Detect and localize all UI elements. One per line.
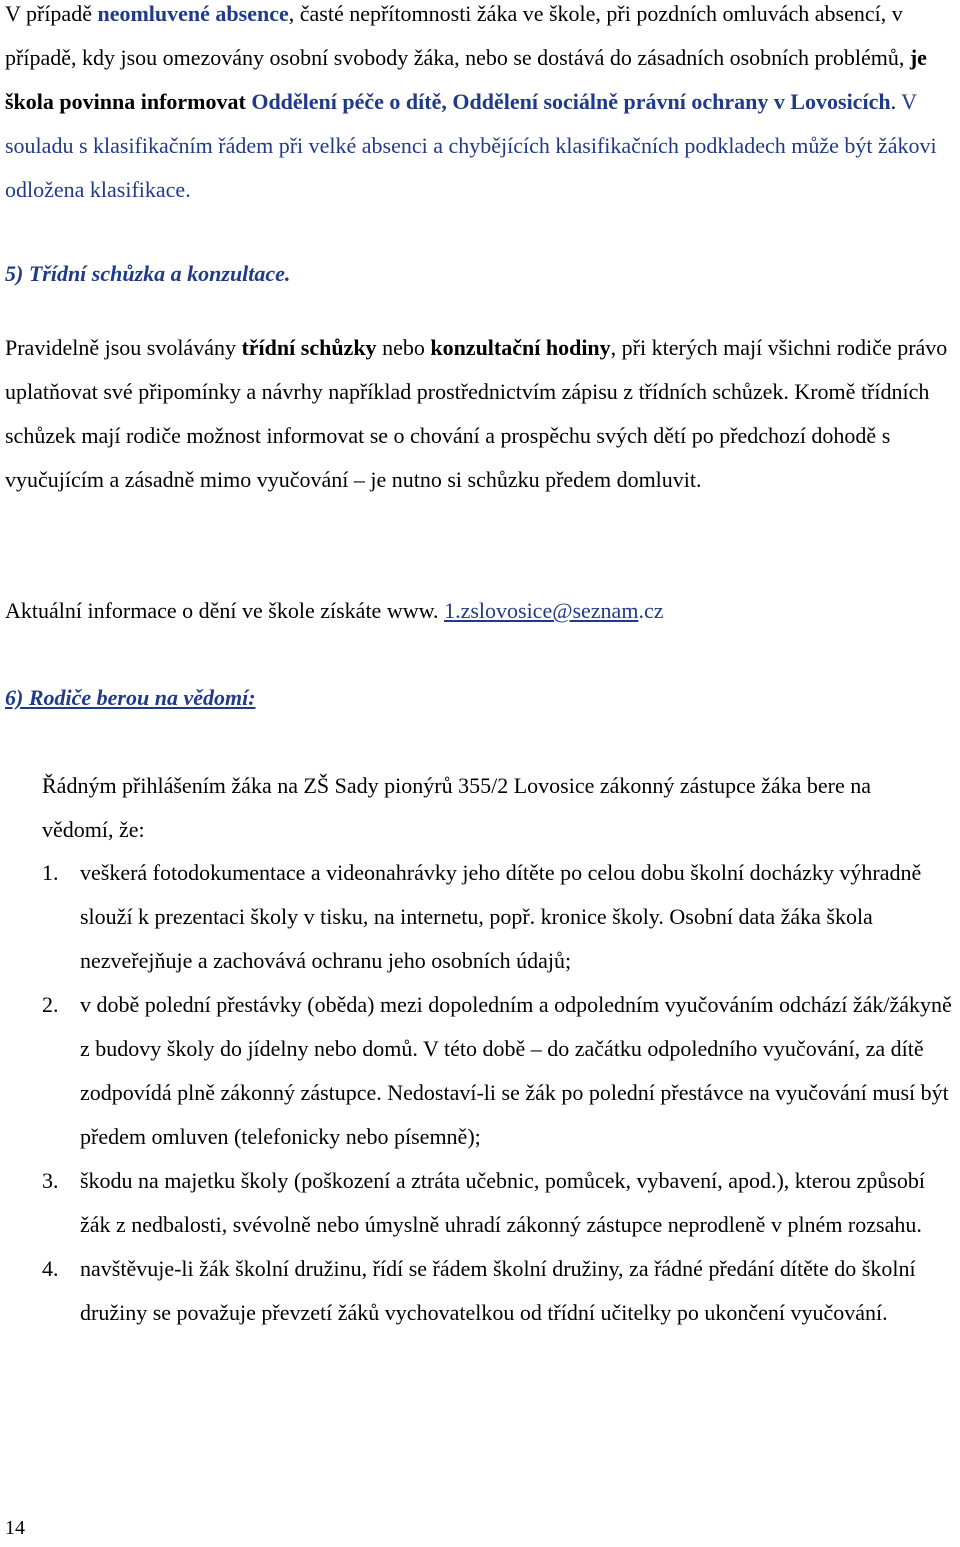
list-number: 2. [42, 992, 59, 1017]
list-item-text: veškerá fotodokumentace a videonahrávky jeho dítěte po celou dobu školní docházky výhradně slouží k prezentaci školy v tisku, na internetu, popř. kronice školy. Osobní data žáka škola nezveřejňuje a zachovává ochranu jeho osobních údajů; [80, 860, 922, 973]
text-span: nebo [376, 335, 431, 360]
list-item-text: navštěvuje-li žák školní družinu, řídí se řádem školní družiny, za řádné předání dítěte do školní družiny se považuje převzetí žáků vychovatelkou od třídní učitelky po ukončení vyučování. [80, 1256, 916, 1325]
paragraph-intro [42, 764, 942, 852]
info-text [5, 589, 955, 633]
list-item [0, 851, 955, 983]
text-span: Pravidelně jsou svolávány [5, 335, 242, 360]
text-span: Aktuální informace o dění ve škole získáte www. [5, 598, 445, 623]
list-item-text: v době polední přestávky (oběda) mezi dopoledním a odpoledním vyučováním odchází žák/žákyně z budovy školy do jídelny nebo domů. V této době – do začátku odpoledního vyučování, za dítě zodpovídá plně zákonný zástupce. Nedostaví-li se žák po polední přestávce na vyučování musí být předem omluven (telefonicky nebo písemně); [80, 992, 952, 1149]
acknowledgement-list [0, 851, 955, 1335]
paragraph-meetings [5, 326, 955, 502]
text-span: V případě [5, 1, 98, 26]
absence-text [5, 0, 960, 212]
text-span: , při kterých mají všichni rodiče právo uplatňovat své připomínky a návrhy například prostřednictvím zápisu z třídních schůzek. Kromě třídních schůzek mají rodiče možnost informovat se o chování a prospěchu svých dětí po předchozí dohodě s vyučujícím a zásadně mimo vyučování – je nutno si schůzku předem domluvit. [5, 335, 948, 492]
text-span: .cz [638, 598, 664, 623]
list-item-text: škodu na majetku školy (poškození a ztráta učebnic, pomůcek, vybavení, apod.), kterou způsobí žák z nedbalosti, svévolně nebo úmyslně uhradí zákonný zástupce neprodleně v plném rozsahu. [80, 1168, 925, 1237]
paragraph-info [5, 589, 955, 633]
list-item [0, 983, 955, 1159]
email-link[interactable]: 1.zslovosice@seznam [444, 598, 639, 623]
list-number: 3. [42, 1168, 59, 1193]
bold-term: neomluvené absence [97, 1, 289, 26]
page-number: 14 [5, 1517, 25, 1539]
section-heading-6 [5, 676, 955, 720]
list-number: 1. [42, 860, 59, 885]
text-span: V souladu s klasifikačním řádem při velké absenci a chybějících klasifikačních podkladech může být žákovi odložena klasifikace. [5, 89, 937, 202]
heading-text: 5) Třídní schůzka a konzultace. [5, 261, 291, 286]
bold-term: třídní schůzky [241, 335, 377, 360]
list-number: 4. [42, 1256, 59, 1281]
list-item [0, 1159, 955, 1247]
text-span: . [890, 89, 897, 114]
intro-text: Řádným přihlášením žáka na ZŠ Sady pionýrů 355/2 Lovosice zákonný zástupce žáka bere na vědomí, že: [42, 773, 872, 842]
bold-term: je škola povinna informovat [5, 45, 927, 114]
paragraph-absence [5, 0, 960, 212]
bold-term: Oddělení péče o dítě, Oddělení sociálně právní ochrany v Lovosicích [251, 89, 891, 114]
section-heading-5 [5, 252, 955, 296]
heading-text: 6) Rodiče berou na vědomí: [5, 685, 256, 710]
meetings-text [5, 326, 955, 502]
list-item [0, 1247, 955, 1335]
text-span: , časté nepřítomnosti žáka ve škole, při pozdních omluvách absencí, v případě, kdy jsou omezovány osobní svobody žáka, nebo se dostává do zásadních osobních problémů, [5, 1, 910, 70]
bold-term: konzultační hodiny [430, 335, 611, 360]
